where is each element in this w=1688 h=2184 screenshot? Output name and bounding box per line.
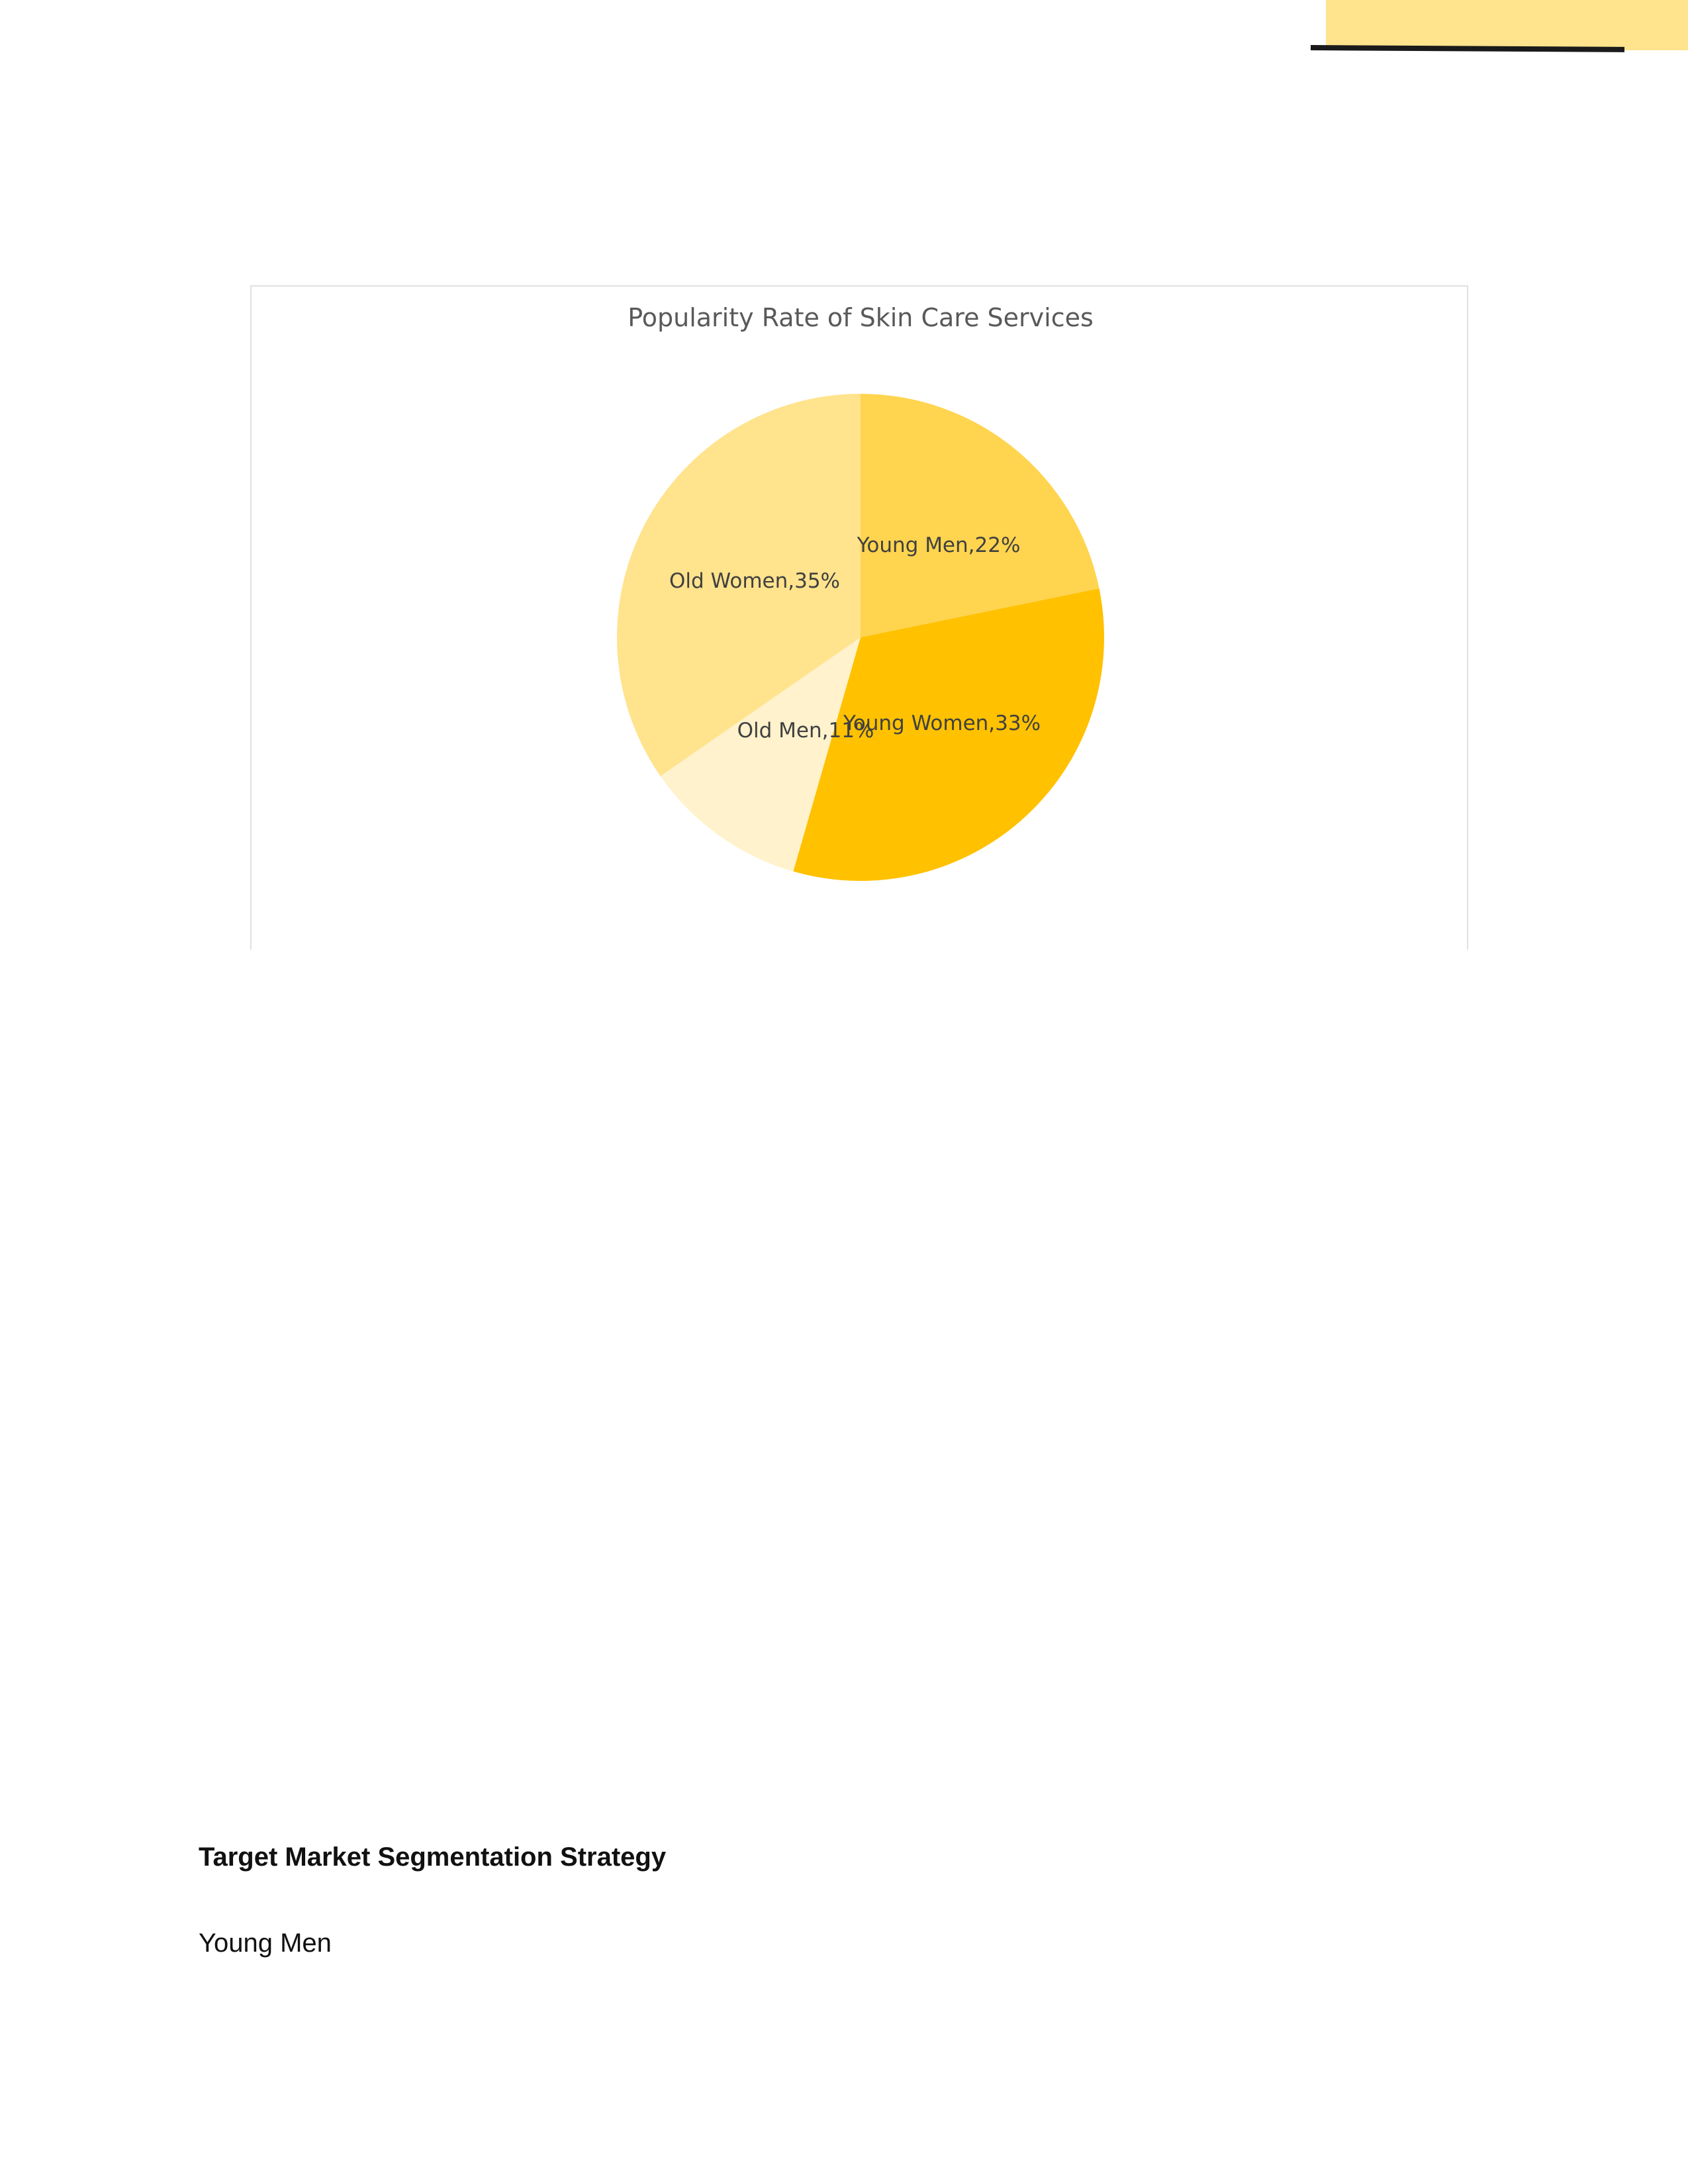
pie-slices — [617, 394, 1104, 881]
pie-chart-frame — [250, 285, 1468, 950]
chart-title: Popularity Rate of Skin Care Services — [628, 303, 1094, 332]
header-accent-band — [1326, 0, 1688, 50]
pie-chart — [252, 287, 1470, 951]
pie-label-young-women: Young Women,33% — [843, 711, 1041, 735]
subsection-label: Young Men — [199, 1929, 332, 1958]
section-heading: Target Market Segmentation Strategy — [199, 1843, 667, 1872]
header-rule — [1311, 45, 1624, 52]
pie-label-young-men: Young Men,22% — [857, 533, 1021, 557]
pie-label-old-women: Old Women,35% — [669, 569, 841, 593]
pie-label-old-men: Old Men,11% — [737, 719, 874, 743]
